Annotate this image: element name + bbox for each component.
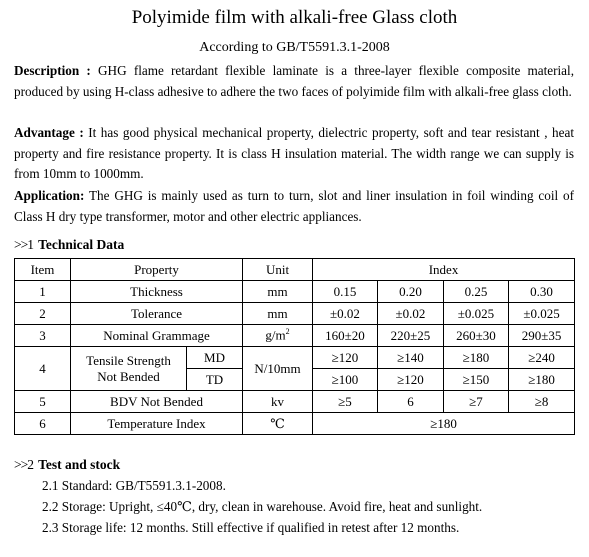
cell-unit: kv <box>243 391 313 413</box>
table-header-row <box>15 259 575 281</box>
section-arrows: >>1 <box>14 237 33 252</box>
stock-item-standard: 2.1 Standard: GB/T5591.3.1-2008. <box>42 478 226 493</box>
table-row <box>15 303 575 325</box>
cell-value: 290±35 <box>509 325 575 347</box>
cell-value: ≥8 <box>509 391 575 413</box>
document-subtitle: According to GB/T5591.3.1-2008 <box>199 40 390 55</box>
cell-item: 1 <box>15 281 71 303</box>
cell-value: ≥150 <box>444 369 509 391</box>
cell-unit: mm <box>243 281 313 303</box>
cell-value: 220±25 <box>378 325 444 347</box>
application-text: The GHG is mainly used as turn to turn, slot and liner insulation in foil winding coil of Class H dry type transformer, motor and other electric appliances. <box>14 188 575 224</box>
cell-direction: TD <box>187 369 243 391</box>
cell-value: 0.20 <box>378 281 444 303</box>
cell-value: 260±30 <box>444 325 509 347</box>
property-line: Tensile Strength <box>86 352 171 368</box>
cell-value: 6 <box>378 391 444 413</box>
advantage-label: Advantage : <box>14 125 84 140</box>
cell-value: ≥5 <box>313 391 378 413</box>
header-property: Property <box>71 259 243 281</box>
cell-value: ≥100 <box>313 369 378 391</box>
advantage-paragraph <box>14 123 574 185</box>
unit-text: g/m <box>265 327 286 343</box>
table-row <box>15 413 575 435</box>
cell-value: ≥140 <box>378 347 444 369</box>
application-label: Application: <box>14 188 85 203</box>
property-line: Not Bended <box>97 368 160 384</box>
cell-property: BDV Not Bended <box>71 391 243 413</box>
description-paragraph <box>14 61 574 102</box>
cell-value: ≥180 <box>444 347 509 369</box>
description-text: GHG flame retardant flexible laminate is a three-layer flexible composite material, produced by using H-class adhesive to adhere the two faces of polyimide film with alkali-free glass cloth. <box>14 63 575 99</box>
table-row <box>15 325 575 347</box>
cell-unit: N/10mm <box>243 347 313 391</box>
technical-data-table <box>14 258 575 435</box>
cell-value: ≥120 <box>378 369 444 391</box>
section-heading-test-and-stock <box>14 457 120 473</box>
cell-value: 0.30 <box>509 281 575 303</box>
cell-value: ≥180 <box>509 369 575 391</box>
cell-item: 2 <box>15 303 71 325</box>
document-title: Polyimide film with alkali-free Glass cloth <box>131 7 458 28</box>
table-row <box>15 281 575 303</box>
header-index: Index <box>313 259 575 281</box>
cell-item: 5 <box>15 391 71 413</box>
stock-item-storage: 2.2 Storage: Upright, ≤40℃, dry, clean in warehouse. Avoid fire, heat and sunlight. <box>42 499 483 514</box>
cell-value: ≥120 <box>313 347 378 369</box>
cell-value: ≥7 <box>444 391 509 413</box>
cell-value: 0.15 <box>313 281 378 303</box>
table-row <box>15 391 575 413</box>
header-unit: Unit <box>243 259 313 281</box>
cell-value: ±0.02 <box>378 303 444 325</box>
section-title: Test and stock <box>38 457 121 472</box>
cell-direction: MD <box>187 347 243 369</box>
header-item: Item <box>15 259 71 281</box>
cell-unit: ℃ <box>243 413 313 435</box>
cell-value: ≥180 <box>313 413 575 435</box>
table-row <box>15 347 575 369</box>
advantage-text: It has good physical mechanical property, dielectric property, soft and tear resistant , heat property and fire resistance property. It is class H insulation material. The width range we can supply is from 10mm to 1000mm. <box>14 125 574 181</box>
cell-property: Nominal Grammage <box>71 325 243 347</box>
cell-item: 3 <box>15 325 71 347</box>
unit-superscript: 2 <box>285 327 290 337</box>
stock-item-storage-life: 2.3 Storage life: 12 months. Still effective if qualified in retest after 12 months. <box>42 520 460 535</box>
cell-unit <box>243 325 313 347</box>
cell-property: Tolerance <box>71 303 243 325</box>
section-heading-technical-data <box>14 237 124 253</box>
cell-value: ±0.025 <box>444 303 509 325</box>
cell-item: 4 <box>15 347 71 391</box>
cell-property: Thickness <box>71 281 243 303</box>
cell-item: 6 <box>15 413 71 435</box>
cell-property: Temperature Index <box>71 413 243 435</box>
cell-property <box>71 347 187 391</box>
cell-value: ±0.02 <box>313 303 378 325</box>
section-arrows: >>2 <box>14 457 33 472</box>
cell-value: 0.25 <box>444 281 509 303</box>
cell-value: ±0.025 <box>509 303 575 325</box>
section-title: Technical Data <box>38 237 125 252</box>
cell-unit: mm <box>243 303 313 325</box>
cell-value: 160±20 <box>313 325 378 347</box>
description-label: Description : <box>14 63 91 78</box>
cell-value: ≥240 <box>509 347 575 369</box>
application-paragraph <box>14 186 574 227</box>
